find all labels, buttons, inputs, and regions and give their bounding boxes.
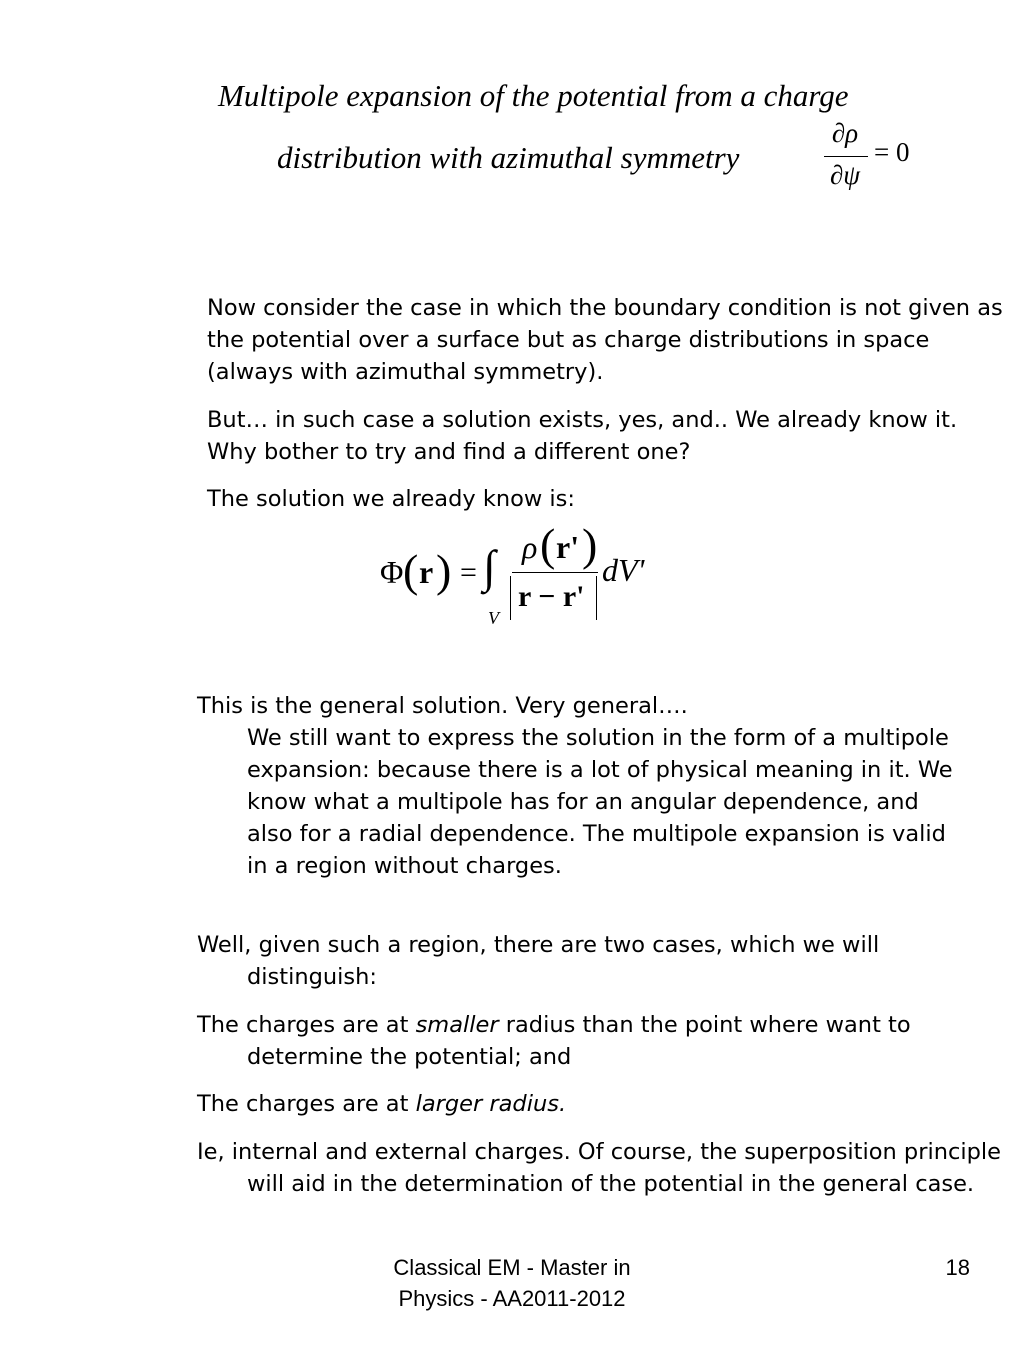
general-solution-block bbox=[197, 690, 957, 882]
formula-integral-subscript: V bbox=[488, 608, 499, 628]
formula-numerator-lparen: ( bbox=[540, 519, 556, 570]
formula-numerator-rho: ρ bbox=[522, 529, 538, 565]
footer-course-line-2: Physics - AA2011-2012 bbox=[398, 1286, 626, 1311]
formula-phi: Φ bbox=[380, 554, 404, 590]
formula-integral-sign: ∫ bbox=[483, 541, 496, 592]
paragraph-boundary-condition: Now consider the case in which the boundary condition is not given as the potential over a surface but as charge distributions in space (always with azimuthal symmetry). bbox=[207, 295, 1003, 385]
multipole-motivation: We still want to express the solution in the form of a multipole expansion: because there is a lot of physical meaning in it. We know what a multipole has for an angular dependence, and also for a radial dependence. The multipole expansion is valid in a region without charges. bbox=[247, 725, 953, 879]
formula-abs-right bbox=[596, 576, 597, 620]
formula-rparen-lhs: ) bbox=[436, 545, 452, 596]
formula-numerator-rparen: ) bbox=[582, 519, 598, 570]
formula-differential: dV' bbox=[602, 552, 645, 588]
formula-lparen-lhs: ( bbox=[403, 545, 419, 596]
formula-denominator: r − r' bbox=[518, 580, 585, 613]
case-smaller-emphasis: smaller bbox=[415, 1012, 499, 1038]
general-solution-lead: This is the general solution. Very general…. bbox=[197, 693, 688, 719]
case-larger-emphasis: larger radius. bbox=[415, 1091, 567, 1117]
page-number: 18 bbox=[945, 1255, 970, 1280]
paragraph-internal-external: Ie, internal and external charges. Of course, the superposition principle will aid in the determination of the potential in the general case. bbox=[197, 1139, 1001, 1197]
fraction-bar bbox=[824, 156, 868, 157]
formula-fraction-bar bbox=[512, 572, 598, 573]
equation-numerator: ∂ρ bbox=[831, 118, 859, 148]
formula-abs-left bbox=[510, 576, 511, 620]
footer-course bbox=[362, 1252, 662, 1314]
case-larger-radius bbox=[197, 1088, 1007, 1120]
formula-lhs-arg: r bbox=[419, 554, 434, 590]
paragraph-known-solution: The solution we already know is: bbox=[207, 486, 575, 512]
case-smaller-radius bbox=[197, 1009, 1007, 1073]
slide-title-line-1: Multipole expansion of the potential from a charge bbox=[218, 78, 849, 113]
potential-integral-formula bbox=[380, 519, 680, 634]
equation-denominator: ∂ψ bbox=[829, 160, 861, 190]
paragraph-solution-exists: But… in such case a solution exists, yes, and.. We already know it. Why bother to try and find a different one? bbox=[207, 407, 958, 465]
footer-course-line-1: Classical EM - Master in bbox=[393, 1255, 631, 1280]
paragraph-two-cases: Well, given such a region, there are two cases, which we will distinguish: bbox=[197, 932, 880, 990]
equation-rhs: = 0 bbox=[874, 137, 910, 167]
formula-equals: = bbox=[460, 556, 477, 589]
formula-numerator-arg: r' bbox=[556, 529, 580, 565]
slide-title-line-2: distribution with azimuthal symmetry bbox=[277, 140, 740, 175]
case-smaller-after: radius than the point where want to determine the potential; and bbox=[247, 1012, 911, 1070]
case-smaller-before: The charges are at bbox=[197, 1012, 416, 1038]
case-larger-before: The charges are at bbox=[197, 1091, 416, 1117]
